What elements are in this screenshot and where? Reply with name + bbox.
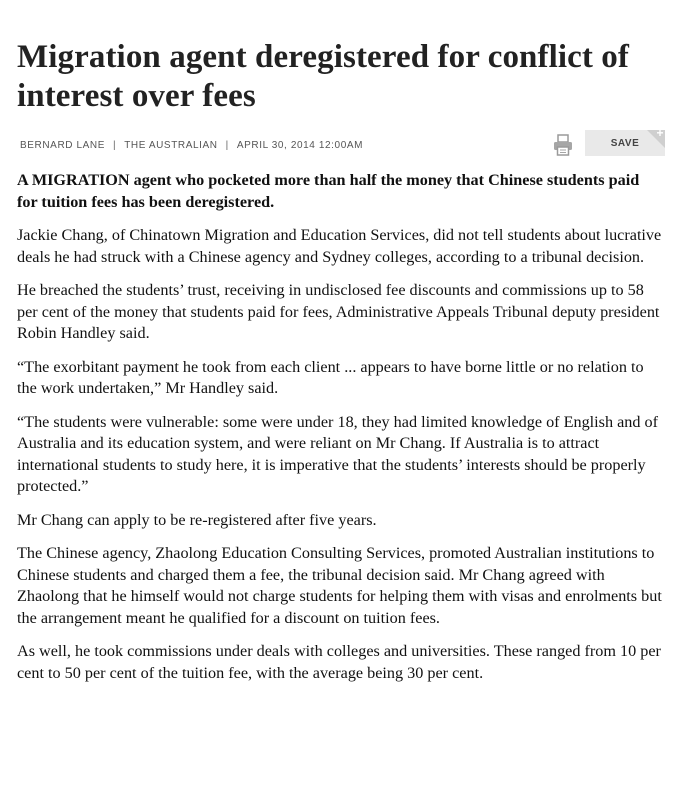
body-paragraph: He breached the students’ trust, receiving in undisclosed fee discounts and commissions up to 58 per cent of the money that students paid for fees, Administrative Appeals Tribunal deputy president Robin Handley said.: [17, 281, 660, 342]
print-button[interactable]: [553, 134, 573, 156]
byline-date: APRIL 30, 2014 12:00AM: [236, 140, 364, 151]
save-button-label: SAVE: [610, 138, 640, 149]
body-paragraph: As well, he took commissions under deals with colleges and universities. These ranged from 10 per cent to 50 per cent of the tuition fee, with the average being 30 per cent.: [17, 642, 661, 682]
body-paragraph: Mr Chang can apply to be re-registered after five years.: [17, 510, 377, 529]
body-paragraph: Jackie Chang, of Chinatown Migration and Education Services, did not tell students about lucrative deals he had struck with a Chinese agency and Sydney colleges, according to a tribunal decision.: [17, 226, 662, 266]
byline-separator: |: [225, 140, 229, 151]
plus-icon: +: [656, 126, 664, 140]
body-paragraph: “The students were vulnerable: some were under 18, they had limited knowledge of English and of Australia and its education system, and were reliant on Mr Chang. If Australia is to attract international students to study here, it is imperative that the students’ interests should be properly protected.”: [17, 412, 659, 495]
body-paragraph: The Chinese agency, Zhaolong Education Consulting Services, promoted Australian institutions to Chinese students and charged them a fee, the tribunal decision said. Mr Chang agreed with Zhaolong that he himself would not charge students for helping them with visas and enrolments but the arrangement meant he qualified for a discount on tuition fees.: [17, 544, 662, 627]
article-meta: [17, 126, 664, 170]
byline-publication: THE AUSTRALIAN: [124, 140, 218, 151]
body-paragraph: “The exorbitant payment he took from each client ... appears to have borne little or no relation to the work undertaken,” Mr Handley said.: [17, 357, 644, 397]
byline-author[interactable]: BERNARD LANE: [20, 140, 105, 151]
article-body: [17, 170, 662, 684]
save-button[interactable]: [585, 126, 665, 156]
byline-separator: |: [113, 140, 117, 151]
byline: [20, 140, 363, 151]
printer-icon: [553, 134, 573, 156]
article-headline: Migration agent deregistered for conflict of interest over fees: [17, 39, 629, 114]
lead-paragraph: A MIGRATION agent who pocketed more than half the money that Chinese students paid for tuition fees has been deregistered.: [17, 171, 640, 211]
